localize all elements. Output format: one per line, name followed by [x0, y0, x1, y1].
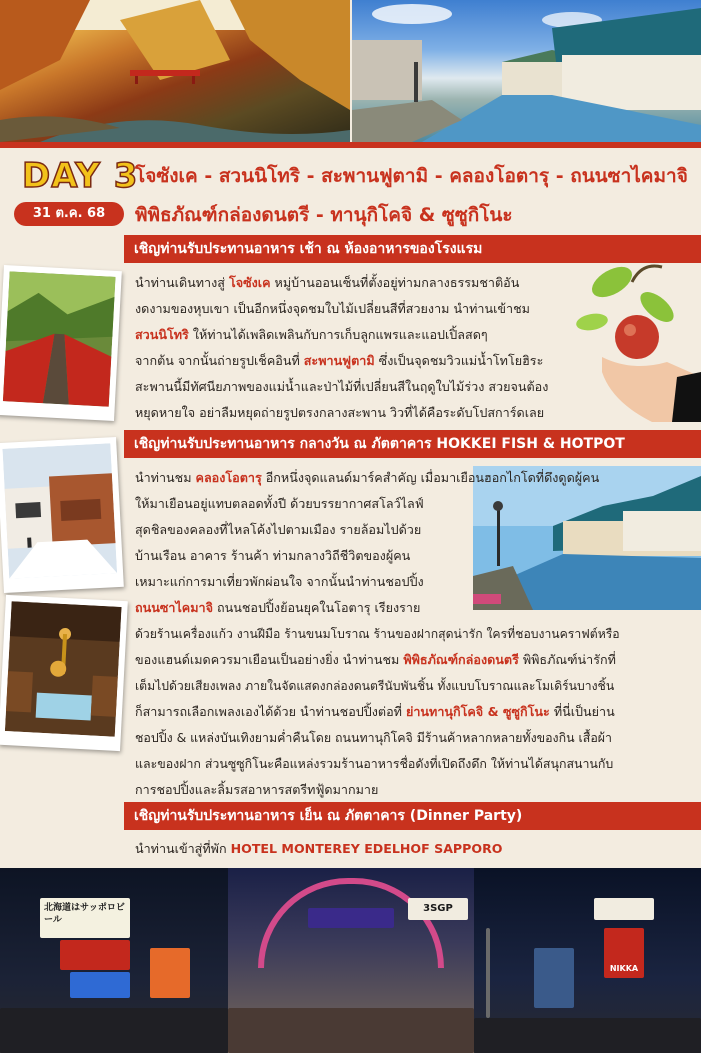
apple-hand-photo [572, 262, 701, 422]
jozankei-autumn-photo [0, 0, 350, 142]
nikka-sign: NIKKA [609, 964, 639, 973]
arcade-sign: 3SGP [423, 903, 453, 914]
breakfast-bar: เชิญท่านรับประทานอาหาร เช้า ณ ห้องอาหารของโรงแรม [124, 235, 701, 263]
susukino-night-photo [0, 868, 228, 1053]
place-tanukikoji-susukino: ย่านทานุกิโคจิ & ซูซูกิโนะ [405, 704, 550, 719]
place-futami-bridge: สะพานฟูตามิ [303, 353, 375, 368]
hotel-name: HOTEL MONTEREY EDELHOF SAPPORO [230, 841, 503, 856]
susukino-crossing-photo [474, 868, 701, 1053]
day-title: DAY 3 [22, 156, 139, 196]
music-box-museum-photo [0, 595, 128, 751]
route-line-1: โจซังเค - สวนนิโทริ - สะพานฟูตามิ - คลองโอตารุ - ถนนซาไคมาจิ [135, 165, 688, 187]
place-jozankei: โจซังเค [228, 275, 271, 290]
beer-sign: 北海道はサッポロビール [40, 898, 130, 938]
section1-text: นำท่านเดินทางสู่ โจซังเค หมู่บ้านออนเซ็นที่ตั้งอยู่ท่ามกลางธรรมชาติอัน งดงามของหุบเขา เป็นอีกหนึ่งจุดชมใบไม้เปลี่ยนสีที่สวยงาม นำท่านเข้าชม สวนนิโทริ ให้ท่านได้เพลิดเพลินกับการเก็บลูกแพรและแอปเปิ้ลสดๆ จากต้น จากนั้นถ่ายรูปเช็คอินที่ สะพานฟูตามิ ซึ่งเป็นจุดชมวิวแม่น้ำโทโยฮิระ สะพานนี้มีทัศนียภาพของแม่น้ำและป่าไม้ที่เปลี่ยนสีในฤดูใบไม้ร่วง สวยจนต้อง หยุดหายใจ อย่าลืมหยุดถ่ายรูปตรงกลางสะพาน วิวที่ได้คือระดับโปสการ์ดเลย [135, 275, 549, 420]
bridge-photo [0, 265, 122, 421]
dinner-bar: เชิญท่านรับประทานอาหาร เย็น ณ ภัตตาคาร (Dinner Party) [124, 802, 701, 830]
lunch-bar: เชิญท่านรับประทานอาหาร กลางวัน ณ ภัตตาคาร HOKKEI FISH & HOTPOT [124, 430, 701, 458]
place-music-box-museum: พิพิธภัณฑ์กล่องดนตรี [403, 652, 519, 667]
tanukikoji-arcade-photo [228, 868, 474, 1053]
place-otaru-canal: คลองโอตารุ [195, 470, 262, 485]
place-sakaimachi: ถนนซาไคมาจิ [135, 600, 213, 615]
otaru-canal-photo [352, 0, 701, 142]
section3-text: นำท่านเข้าสู่ที่พัก HOTEL MONTEREY EDELHOF SAPPORO [135, 841, 503, 856]
route-line-2: พิพิธภัณฑ์กล่องดนตรี - ทานุกิโคจิ & ซูซูกิโนะ [135, 204, 513, 226]
date-badge: 31 ต.ค. 68 [14, 202, 124, 226]
section2-text: นำท่านชม คลองโอตารุ อีกหนึ่งจุดแลนด์มาร์คสำคัญ เมื่อมาเยือนฮอกไกโดที่ดึงดูดผู้คน ให้มาเยือนอยู่แทบตลอดทั้งปี ด้วยบรรยากาศสโลว์ไลฟ์ สุดชิลของคลองที่ไหลโค้งไปตามเมือง รายล้อมไปด้วย บ้านเรือน อาคาร ร้านค้า ท่ามกลางวิถีชีวิตของผู้คน เหมาะแก่การมาเที่ยวพักผ่อนใจ จากนั้นนำท่านชอปปิ้ง ถนนซาไคมาจิ ถนนชอปปิ้งย้อนยุคในโอตารุ เรียงราย ด้วยร้านเครื่องแก้ว งานฝีมือ ร้านขนมโบราณ ร้านของฝากสุดน่ารัก ใครที่ชอบงานคราฟต์หรือ ของแฮนด์เมดควรมาเยือนเป็นอย่างยิ่ง นำท่านชม พิพิธภัณฑ์กล่องดนตรี พิพิธภัณฑ์น่ารักที่ เต็มไปด้วยเสียงเพลง ภายในจัดแสดงกล่องดนตรีนับพันชิ้น ทั้งแบบโบราณและโมเดิร์นบางชิ้น ก็สามารถเลือกเพลงเองได้ด้วย นำท่านชอปปิ้งต่อที่ ย่านทานุกิโคจิ & ซูซูกิโนะ ที่นี่เป็นย่าน ชอปปิ้ง & แหล่งบันเทิงยามค่ำคืนโดย ถนนทานุกิโคจิ มีร้านค้าหลากหลายทั้งของกิน เสื้อผ้า และของฝาก ส่วนซูซูกิโนะคือแหล่งรวมร้านอาหารชื่อดังที่เปิดถึงดึก ให้ท่านได้สนุกสนานกับ การชอปปิ้งและลิ้มรสอาหารสตรีทฟู้ดมากมาย [135, 470, 620, 797]
place-nitori-garden: สวนนิโทริ [135, 327, 189, 342]
sakaimachi-street-photo [0, 437, 124, 593]
